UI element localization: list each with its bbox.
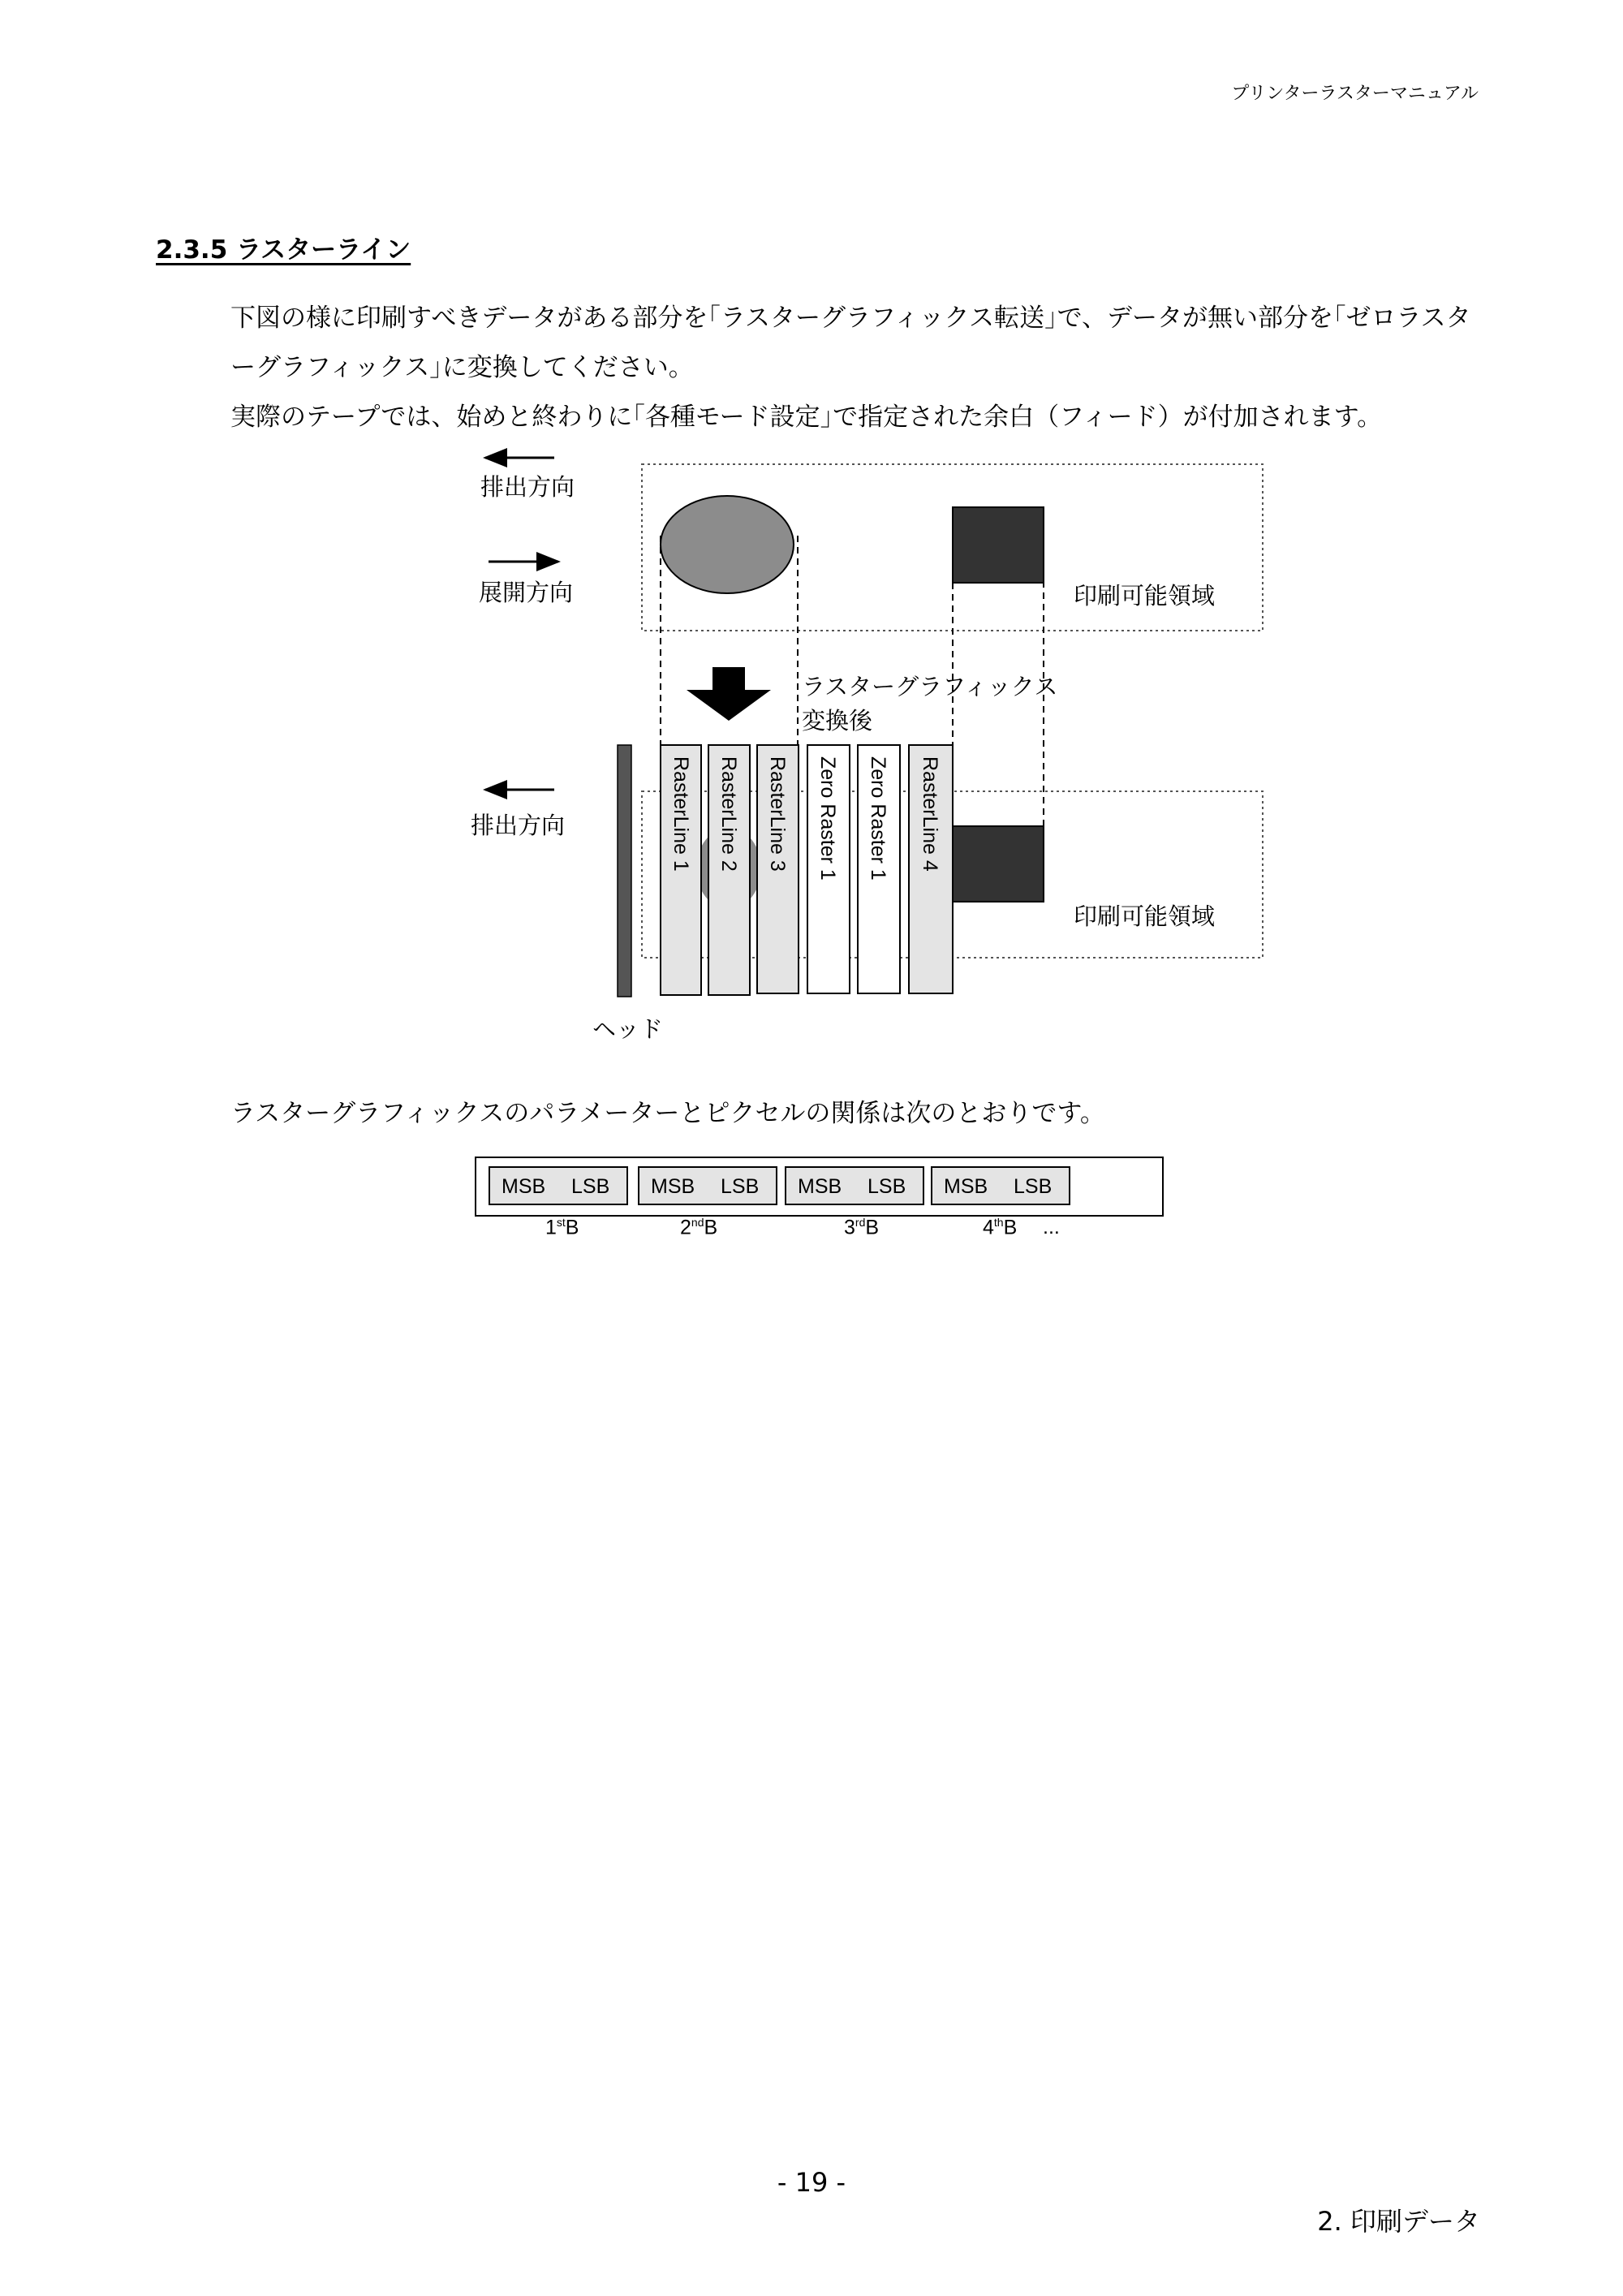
raster-label-2: RasterLine 2 (717, 756, 740, 872)
square-shape-top (953, 507, 1044, 583)
byte-cell-4 (931, 1166, 1070, 1205)
page-number: - 19 - (777, 2167, 846, 2198)
expand-direction-label: 展開方向 (479, 579, 574, 606)
byte-ellipsis: ... (1043, 1216, 1060, 1238)
chapter-label: 2. 印刷データ (1317, 2206, 1480, 2237)
raster-line-diagram (0, 0, 1623, 1055)
byte-label-1: 1stB (545, 1216, 579, 1239)
zero-raster-label-1: Zero Raster 1 (816, 756, 839, 881)
eject-direction-label-top: 排出方向 (480, 473, 575, 501)
conversion-arrow (687, 667, 771, 721)
zero-raster-label-2: Zero Raster 1 (867, 756, 889, 881)
byte-cell-3 (785, 1166, 924, 1205)
square-shape-bottom (953, 826, 1044, 902)
byte-cell-2 (638, 1166, 777, 1205)
print-head (618, 745, 631, 997)
raster-label-4: RasterLine 4 (919, 756, 941, 872)
paragraph-3: ラスターグラフィックスのパラメーターとピクセルの関係は次のとおりです。 (230, 1099, 1105, 1128)
printable-area-label-bottom: 印刷可能領域 (1074, 902, 1216, 930)
page-header: プリンターラスターマニュアル (1231, 84, 1479, 104)
raster-label-1: RasterLine 1 (669, 756, 692, 872)
conversion-label-line-1: ラスターグラフィックス (802, 673, 1058, 700)
raster-label-3: RasterLine 3 (766, 756, 789, 872)
lsb-label: LSB (867, 1175, 906, 1198)
paragraph-1-line-2: ーグラフィックス｣に変換してください。 (230, 353, 694, 382)
paragraph-1-line-1: 下図の様に印刷すべきデータがある部分を｢ラスターグラフィックス転送｣で、データが無い部分を｢ゼロラスタ (230, 304, 1471, 333)
lsb-label: LSB (721, 1175, 760, 1198)
printable-area-label-top: 印刷可能領域 (1074, 582, 1216, 610)
byte-label-4: 4thB (983, 1216, 1018, 1239)
ellipse-shape (661, 496, 794, 593)
head-label: ヘッド (592, 1015, 664, 1043)
paragraph-2: 実際のテープでは、始めと終わりに｢各種モード設定｣で指定された余白（フィード）が付加されます。 (230, 403, 1383, 432)
byte-label-2: 2ndB (680, 1216, 718, 1239)
msb-label: MSB (651, 1175, 695, 1198)
byte-cell-1 (489, 1166, 628, 1205)
msb-label: MSB (502, 1175, 546, 1198)
lsb-label: LSB (1014, 1175, 1053, 1198)
msb-label: MSB (944, 1175, 988, 1198)
lsb-label: LSB (571, 1175, 610, 1198)
section-title: 2.3.5 ラスターライン (156, 235, 411, 265)
byte-label-3: 3rdB (844, 1216, 880, 1239)
msb-label: MSB (798, 1175, 842, 1198)
conversion-label-line-2: 変換後 (802, 707, 873, 734)
eject-direction-label-bottom: 排出方向 (471, 812, 566, 839)
